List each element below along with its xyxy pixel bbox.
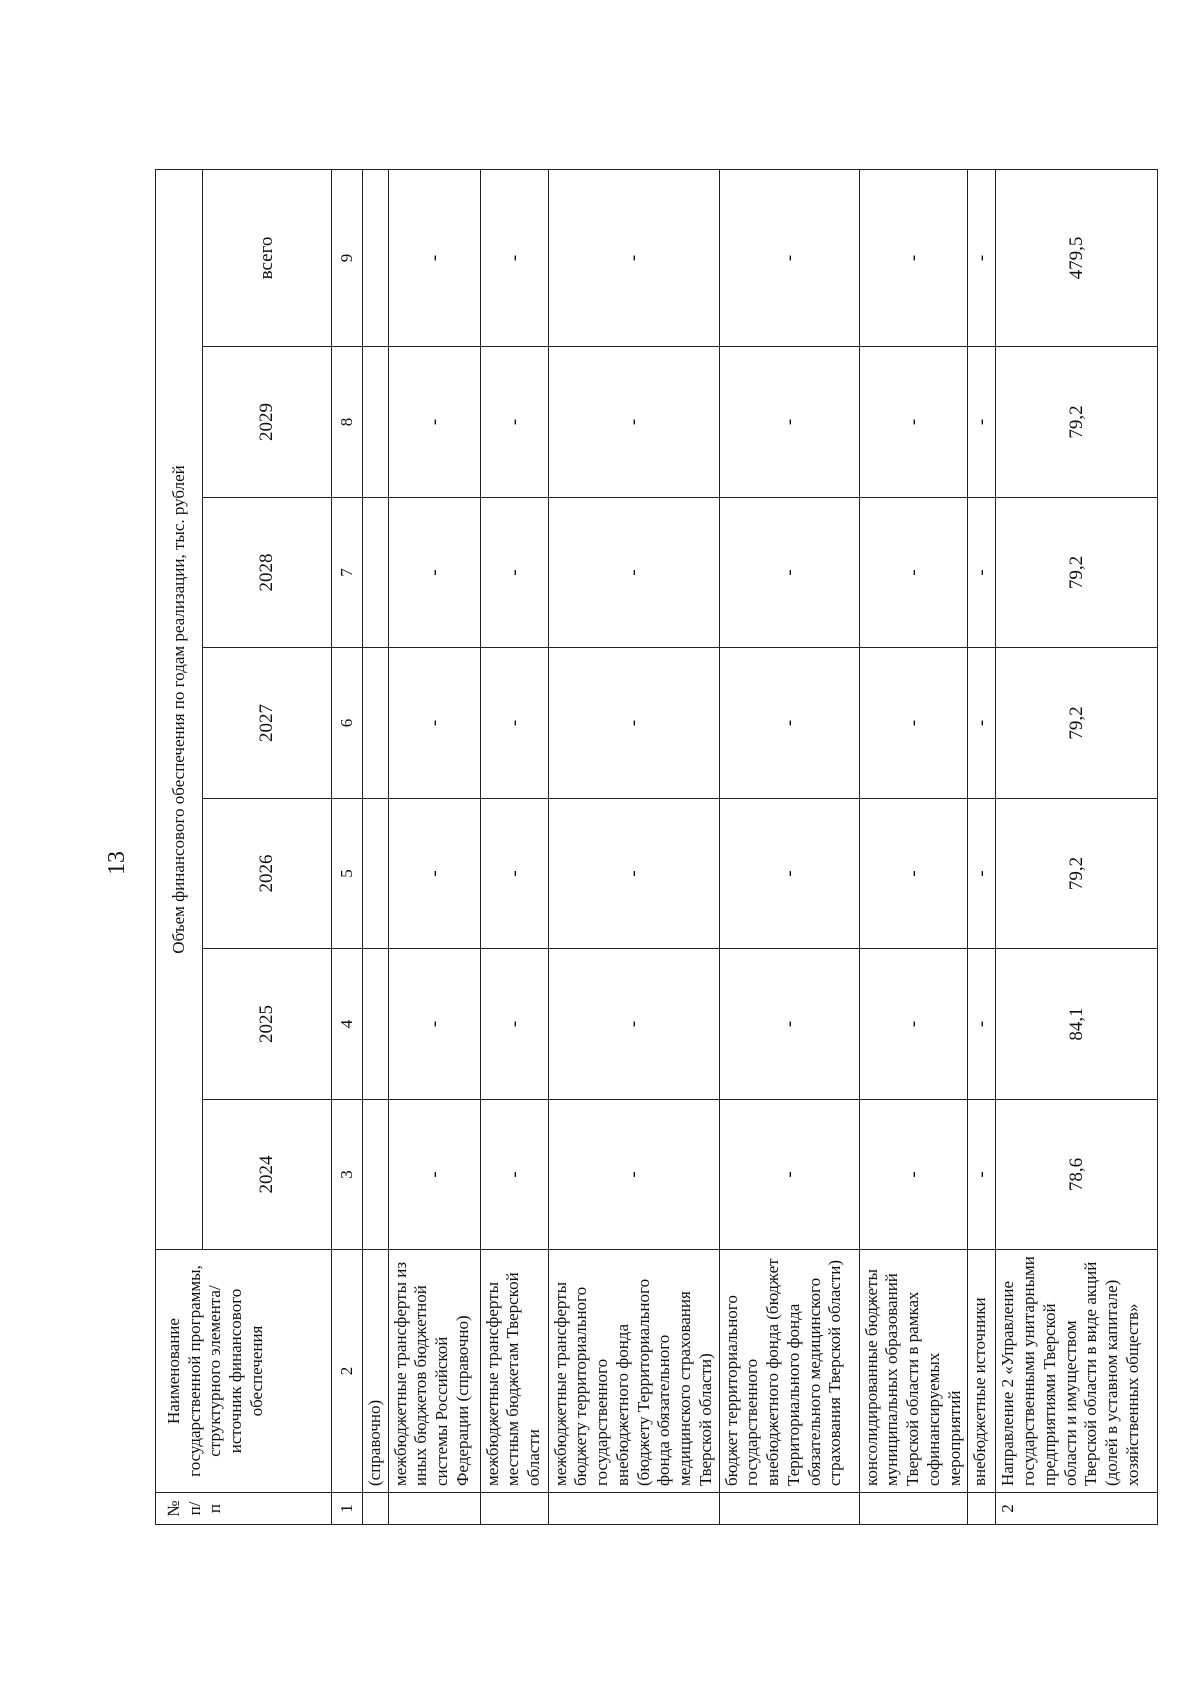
table-row <box>480 169 548 1524</box>
header-total: всего <box>203 169 332 346</box>
table-row <box>388 169 480 1524</box>
row-value: - <box>859 949 968 1100</box>
header-name: Наименование государственной программы, структурного элемента/ источник финансового обеспечения <box>156 1250 332 1493</box>
row-value <box>363 498 389 648</box>
row-value: - <box>388 347 480 498</box>
row-value: - <box>859 347 968 498</box>
table-row <box>363 169 389 1524</box>
row-value: - <box>859 169 968 346</box>
row-value <box>363 949 389 1100</box>
row-value: - <box>388 648 480 799</box>
row-value: - <box>719 347 859 498</box>
column-index: 2 <box>332 1250 363 1493</box>
header-year: 2024 <box>203 1100 332 1250</box>
column-index: 6 <box>332 648 363 799</box>
row-value: - <box>388 169 480 346</box>
row-num: 2 <box>996 1493 1158 1525</box>
table-row <box>719 169 859 1524</box>
row-value: - <box>968 949 996 1100</box>
row-num <box>548 1493 719 1525</box>
row-value: 79,2 <box>996 498 1158 648</box>
column-index: 7 <box>332 498 363 648</box>
row-value: - <box>968 799 996 949</box>
column-index: 9 <box>332 169 363 346</box>
table-row <box>968 169 996 1524</box>
row-value: 84,1 <box>996 949 1158 1100</box>
column-index: 8 <box>332 347 363 498</box>
row-value: 479,5 <box>996 169 1158 346</box>
row-value: - <box>480 949 548 1100</box>
table-row <box>548 169 719 1524</box>
row-value: - <box>548 347 719 498</box>
row-value: - <box>480 648 548 799</box>
row-value: - <box>719 169 859 346</box>
row-value: - <box>719 949 859 1100</box>
row-value: - <box>480 347 548 498</box>
column-index: 5 <box>332 799 363 949</box>
row-name: межбюджетные трансферты бюджету территориального государственного внебюджетного фонда (бюджету Территориального фонда обязательного медицинского страхования Тверской области) <box>548 1250 719 1493</box>
header-year: 2027 <box>203 648 332 799</box>
row-value: - <box>388 949 480 1100</box>
row-value: - <box>968 169 996 346</box>
row-name: (справочно) <box>363 1250 389 1493</box>
row-value: 78,6 <box>996 1100 1158 1250</box>
row-name: Направление 2 «Управление государственными унитарными предприятиями Тверской области и имуществом Тверской области в виде акций (долей в уставном капитале) хозяйственных обществ» <box>996 1250 1158 1493</box>
row-value: - <box>859 498 968 648</box>
row-value: - <box>859 799 968 949</box>
column-index: 3 <box>332 1100 363 1250</box>
row-value <box>363 799 389 949</box>
page-number: 13 <box>104 851 130 875</box>
row-value: - <box>388 498 480 648</box>
row-value: - <box>548 498 719 648</box>
row-value: 79,2 <box>996 648 1158 799</box>
row-value <box>363 1100 389 1250</box>
column-index: 4 <box>332 949 363 1100</box>
row-value: - <box>480 799 548 949</box>
header-group: Объем финансового обеспечения по годам реализации, тыс. рублей <box>156 169 203 1249</box>
row-name: консолидированные бюджеты муниципальных образований Тверской области в рамках софинансируемых мероприятий <box>859 1250 968 1493</box>
row-value: - <box>388 1100 480 1250</box>
header-year: 2025 <box>203 949 332 1100</box>
row-num <box>859 1493 968 1525</box>
header-num: № п/п <box>156 1493 332 1525</box>
row-value: - <box>968 1100 996 1250</box>
row-value: - <box>548 648 719 799</box>
row-value: - <box>719 1100 859 1250</box>
row-value <box>363 648 389 799</box>
row-num <box>968 1493 996 1525</box>
row-num <box>719 1493 859 1525</box>
row-value: - <box>480 169 548 346</box>
row-value: - <box>859 648 968 799</box>
row-value: - <box>480 1100 548 1250</box>
row-value: - <box>968 648 996 799</box>
column-index: 1 <box>332 1493 363 1525</box>
header-year: 2026 <box>203 799 332 949</box>
header-year: 2028 <box>203 498 332 648</box>
row-num <box>363 1493 389 1525</box>
row-name: бюджет территориального государственного внебюджетного фонда (бюджет Территориального фонда обязательного медицинского страхования Тверской области) <box>719 1250 859 1493</box>
table-row <box>859 169 968 1524</box>
row-value: - <box>548 799 719 949</box>
row-value: - <box>548 1100 719 1250</box>
column-index-row <box>332 169 363 1524</box>
row-num <box>388 1493 480 1525</box>
header-row-1 <box>156 169 203 1524</box>
row-value: - <box>968 498 996 648</box>
row-value: - <box>388 799 480 949</box>
row-value: - <box>548 949 719 1100</box>
row-name: межбюджетные трансферты местным бюджетам Тверской области <box>480 1250 548 1493</box>
row-name: внебюджетные источники <box>968 1250 996 1493</box>
row-name: межбюджетные трансферты из иных бюджетов бюджетной системы Российской Федерации (справочно) <box>388 1250 480 1493</box>
row-num <box>480 1493 548 1525</box>
row-value: - <box>548 169 719 346</box>
row-value: - <box>968 347 996 498</box>
header-year: 2029 <box>203 347 332 498</box>
table-row <box>996 169 1158 1524</box>
financing-table <box>155 169 1158 1525</box>
row-value: 79,2 <box>996 347 1158 498</box>
row-value: - <box>719 648 859 799</box>
row-value: 79,2 <box>996 799 1158 949</box>
row-value: - <box>859 1100 968 1250</box>
row-value: - <box>480 498 548 648</box>
row-value <box>363 347 389 498</box>
row-value: - <box>719 799 859 949</box>
row-value: - <box>719 498 859 648</box>
row-value <box>363 169 389 346</box>
